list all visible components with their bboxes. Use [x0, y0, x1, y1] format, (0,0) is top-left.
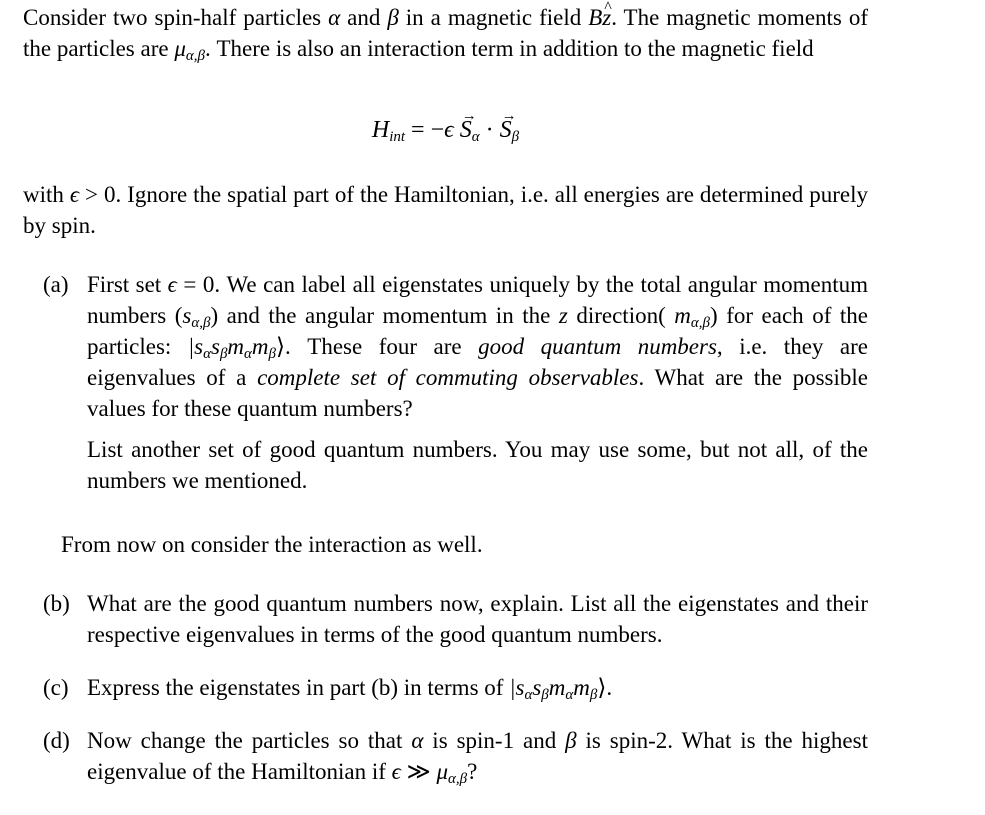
ket-s: s: [532, 675, 542, 700]
ket-subscript: α: [565, 687, 574, 703]
z-hat-symbol: ^ z: [602, 2, 611, 33]
epsilon-symbol: ϵ: [391, 759, 401, 784]
part-c: [23, 672, 868, 703]
ket-subscript: α: [244, 346, 252, 362]
mu-symbol: μ: [174, 36, 186, 61]
intro-text: in a magnetic field: [398, 5, 589, 30]
field-symbol: B: [588, 5, 603, 30]
intro-paragraph: [23, 2, 868, 64]
part-a-text: ) for each of the particles:: [87, 303, 868, 359]
part-a: [23, 269, 868, 496]
mu-symbol: μ: [436, 759, 449, 784]
epsilon-symbol: ϵ: [69, 182, 80, 207]
intro-text: . The magnetic moments of the particles are: [23, 5, 868, 61]
s-symbol: s: [182, 303, 192, 328]
intro-text: and: [340, 5, 388, 30]
part-d-question: [87, 725, 868, 787]
part-d-text: ?: [467, 759, 478, 784]
interaction-equation: [23, 115, 868, 146]
ket-m: m: [573, 675, 590, 700]
ket-m: m: [227, 334, 245, 359]
ket-subscript: α: [524, 687, 533, 703]
equation-text: = −: [405, 117, 445, 143]
part-a-question: [87, 269, 868, 424]
epsilon-symbol: ϵ: [167, 272, 177, 297]
assumption-text: with: [23, 182, 70, 207]
intro-text: . There is also an interaction term in addition to the magnetic field: [205, 36, 814, 61]
part-b-question: What are the good quantum numbers now, explain. List all the eigenstates and their respective eigenvalues in terms of the good quantum numbers.: [87, 591, 868, 647]
part-a-text: ) and the angular momentum in the: [210, 303, 559, 328]
part-d-label: (d): [43, 728, 70, 753]
ket-subscript: β: [541, 687, 549, 703]
part-a-text: , i.e. they are eigenvalues of a: [87, 334, 869, 390]
mu-subscript: α,β: [448, 771, 468, 787]
ket-close: ⟩: [597, 675, 607, 700]
assumption-paragraph: [23, 179, 868, 241]
ket-m: m: [548, 675, 566, 700]
ket-open: |s: [187, 334, 204, 359]
epsilon-symbol: ϵ: [444, 117, 454, 143]
spin-subscript-beta: β: [511, 129, 520, 145]
part-a-text: . What are the possible values for these quantum numbers?: [87, 365, 869, 421]
part-b-label: (b): [43, 591, 70, 616]
part-d: [23, 725, 868, 787]
intro-text: Consider two spin-half particles: [23, 5, 329, 30]
spin-vector-alpha: → S: [460, 115, 472, 146]
interaction-note: From now on consider the interaction as well.: [61, 532, 483, 557]
part-a-text: First set: [87, 272, 168, 297]
ket-m: m: [251, 334, 269, 359]
hamiltonian-subscript: int: [389, 129, 406, 145]
spin-vector-beta: → S: [500, 115, 512, 146]
part-d-text: is spin-1 and: [423, 728, 566, 753]
part-d-text: is spin-2. What is the highest eigenvalue of the Hamiltonian if: [87, 728, 868, 784]
part-a-label: (a): [43, 272, 69, 297]
part-c-text: .: [606, 675, 613, 700]
part-b: [23, 588, 868, 650]
z-symbol: z: [558, 303, 568, 328]
m-symbol: m: [674, 303, 691, 328]
ket-subscript: β: [219, 346, 228, 362]
spin-subscript-alpha: α: [471, 129, 480, 145]
ket-open: |s: [509, 675, 525, 700]
ket-subscript: β: [268, 346, 277, 362]
assumption-text: > 0. Ignore the spatial part of the Hamiltonian, i.e. all energies are determined purely by spin.: [23, 182, 869, 238]
good-quantum-numbers-term: good quantum numbers: [478, 334, 717, 359]
part-a-followup: List another set of good quantum numbers. You may use some, but not all, of the numbers we mentioned.: [87, 437, 868, 493]
mu-subscript: α,β: [185, 48, 205, 64]
csco-term: complete set of commuting observables: [257, 365, 639, 390]
ket-s: s: [210, 334, 220, 359]
ket-close: ⟩: [276, 334, 286, 359]
beta-symbol: β: [387, 5, 399, 30]
part-a-text: . These four are: [285, 334, 479, 359]
m-subscript: α,β: [690, 315, 711, 331]
part-c-text: Express the eigenstates in part (b) in terms of: [87, 675, 510, 700]
much-greater-symbol: ≫: [400, 759, 437, 784]
alpha-symbol: α: [328, 5, 341, 30]
part-c-question: [87, 672, 868, 703]
s-subscript: α,β: [191, 315, 211, 331]
beta-symbol: β: [565, 728, 577, 753]
hamiltonian-symbol: H: [371, 117, 390, 143]
part-c-label: (c): [43, 675, 69, 700]
ket-subscript: α: [203, 346, 211, 362]
alpha-symbol: α: [411, 728, 424, 753]
part-a-text: = 0. We can label all eigenstates uniquely by the total angular momentum numbers (: [87, 272, 868, 328]
part-a-text: direction(: [567, 303, 675, 328]
part-d-text: Now change the particles so that: [87, 728, 412, 753]
ket-subscript: β: [589, 687, 598, 703]
dot-operator: ·: [479, 117, 500, 143]
